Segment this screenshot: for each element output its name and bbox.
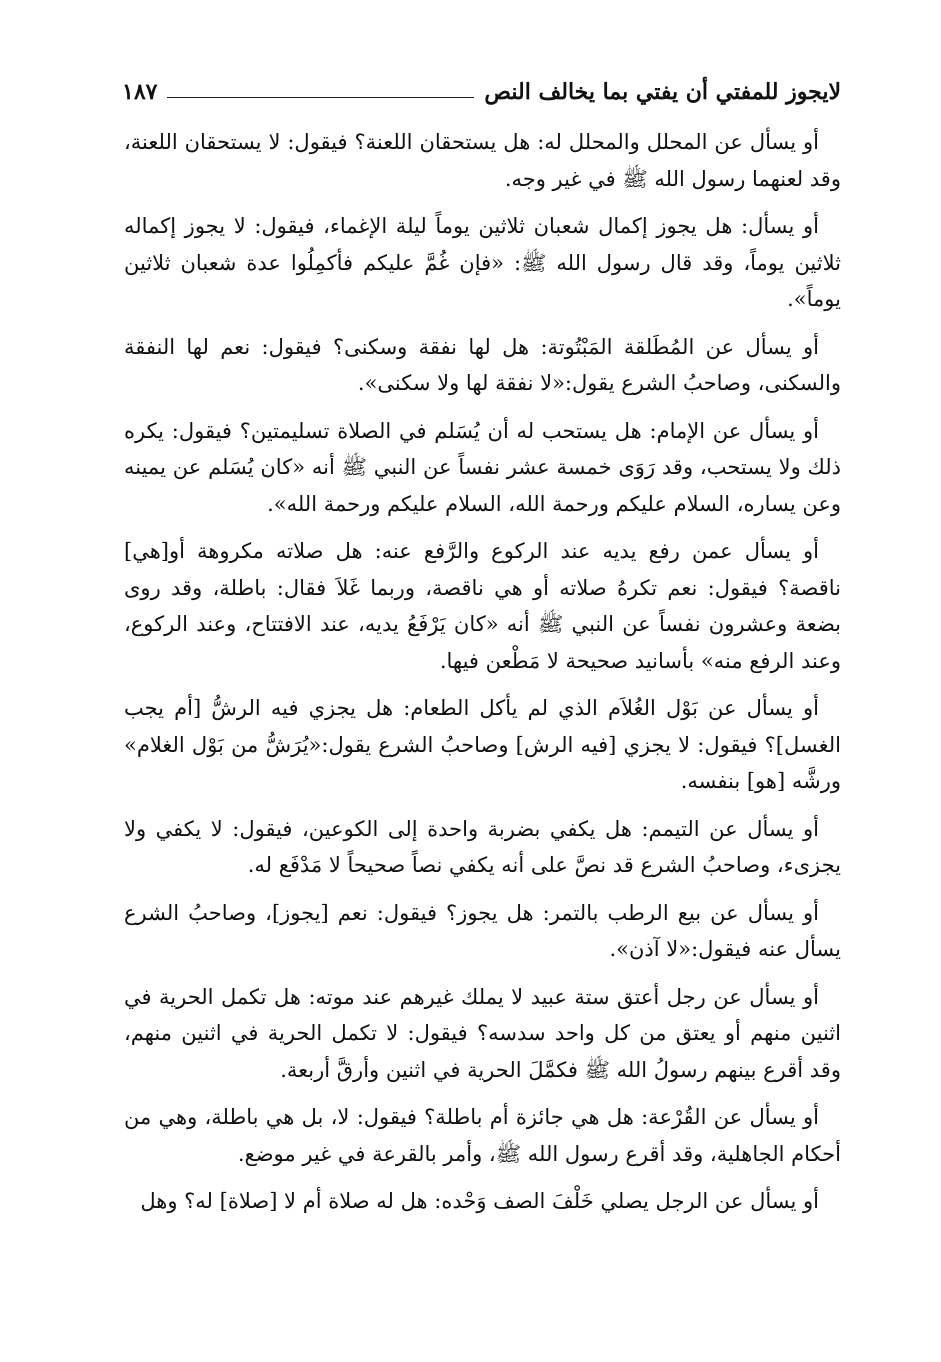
paragraph: أو يسأل عن الرجل يصلي خَلْفَ الصف وَحْده: هل له صلاة أم لا [صلاة] له؟ وهل	[140, 1189, 819, 1213]
paragraph: أو يسأل عن القُرْعة: هل هي جائزة أم باطلة؟ فيقول: لا، بل هي باطلة، وهي من أحكام الجاهلية، وقد أقرع رسول الله ﷺ، وأمر بالقرعة في غير موضع.	[124, 1105, 841, 1166]
paragraph: أو يسأل عن بَوْل الغُلاَم الذي لم يأكل الطعام: هل يجزي فيه الرشُّ [أم يجب الغسل]؟ فيقول: لا يجزي [فيه الرش] وصاحبُ الشرع يقول:«يُرَشُّ من بَوْل الغلام» ورشَّه [هو] بنفسه.	[124, 696, 841, 793]
paragraph: أو يسأل عن التيمم: هل يكفي بضربة واحدة إلى الكوعين، فيقول: لا يكفي ولا يجزىء، وصاحبُ الشرع قد نصَّ على أنه يكفي نصاً صحيحاً لا مَدْفَع له.	[124, 816, 841, 877]
page-number: ١٨٧	[122, 79, 158, 105]
header-title: لايجوز للمفتي أن يفتي بما يخالف النص	[484, 79, 841, 105]
paragraph: أو يسأل عن الإمام: هل يستحب له أن يُسَلم في الصلاة تسليمتين؟ فيقول: يكره ذلك ولا يستحب، وقد رَوَى خمسة عشر نفساً عن النبي ﷺ أنه «كان يُسَلم عن يمينه وعن يساره، السلام عليكم ورحمة الله، السلام عليكم ورحمة الله».	[124, 418, 841, 516]
paragraph: أو يسأل عن المُطَلقة المَبْتُوتة: هل لها نفقة وسكنى؟ فيقول: نعم لها النفقة والسكنى، وصاحبُ الشرع يقول:«لا نفقة لها ولا سكنى».	[124, 334, 841, 395]
paragraph: أو يسأل عن بيع الرطب بالتمر: هل يجوز؟ فيقول: نعم [يجوز]، وصاحبُ الشرع يسأل عنه فيقول:«لا آذن».	[124, 900, 841, 961]
paragraph: أو يسأل: هل يجوز إكمال شعبان ثلاثين يوماً ليلة الإغماء، فيقول: لا يجوز إكماله ثلاثين يوماً، وقد قال رسول الله ﷺ: «فإن غُمَّ عليكم فأكمِلُوا عدة شعبان ثلاثين يوماً».	[124, 214, 841, 311]
running-header	[122, 76, 841, 108]
header-rule	[167, 97, 474, 98]
page-body	[124, 124, 841, 1231]
paragraph: أو يسأل عن رجل أعتق ستة عبيد لا يملك غيرهم عند موته: هل تكمل الحرية في اثنين منهم أو يعتق من كل واحد سدسه؟ فيقول: لا تكمل الحرية في اثنين منهم، وقد أقرع بينهم رسولُ الله ﷺ فكمَّلَ الحرية في اثنين وأرقَّ أربعة.	[124, 984, 841, 1082]
paragraph: أو يسأل عن المحلل والمحلل له: هل يستحقان اللعنة؟ فيقول: لا يستحقان اللعنة، وقد لعنهما رسول الله ﷺ في غير وجه.	[124, 130, 841, 191]
paragraph: أو يسأل عمن رفع يديه عند الركوع والرَّفع عنه: هل صلاته مكروهة أو[هي] ناقصة؟ فيقول: نعم تكرهُ صلاته أو هي ناقصة، وربما غَلاَ فقال: باطلة، وقد روى بضعة وعشرون نفساً عن النبي ﷺ أنه «كان يَرْفَعُ يديه، عند الافتتاح، وعند الركوع، وعند الرفع منه» بأسانيد صحيحة لا مَطْعن فيها.	[124, 539, 841, 673]
